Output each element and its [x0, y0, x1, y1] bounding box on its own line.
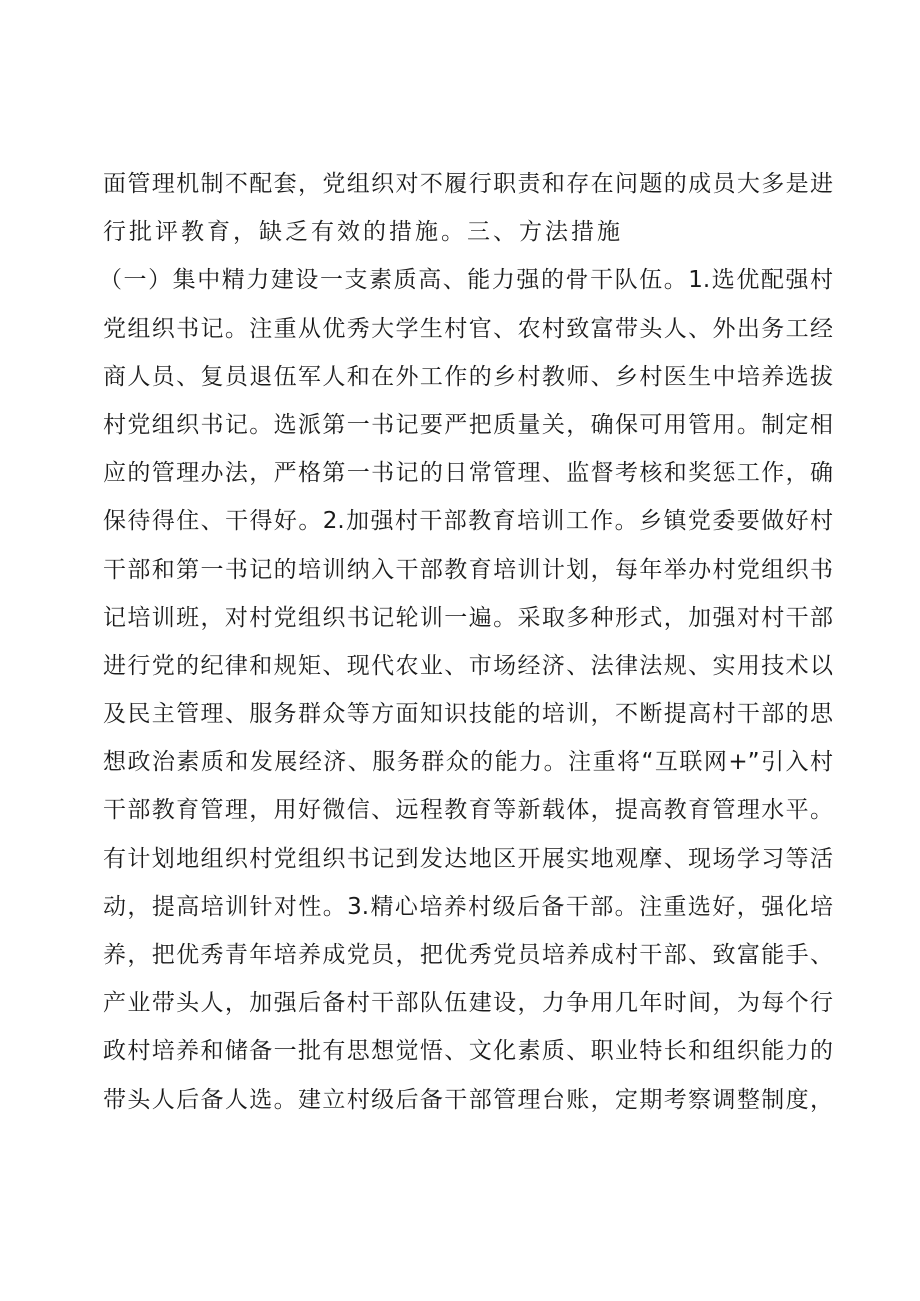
text-line: 行批评教育，缺乏有效的措施。三、方法措施 [103, 219, 623, 246]
text-line: 干部和第一书记的培训纳入干部教育培训计划，每年举办村党组织书 [103, 556, 833, 583]
text-line: 及民主管理、服务群众等方面知识技能的培训，不断提高村干部的思 [103, 701, 833, 728]
text-line: 想政治素质和发展经济、服务群众的能力。注重将“互联网+”引入村 [103, 749, 833, 776]
text-line: 党组织书记。注重从优秀大学生村官、农村致富带头人、外出务工经 [103, 315, 833, 342]
text-line: 村党组织书记。选派第一书记要严把质量关，确保可用管用。制定相 [103, 411, 833, 438]
text-line: 保待得住、干得好。2.加强村干部教育培训工作。乡镇党委要做好村 [103, 508, 833, 535]
text-line: 应的管理办法，严格第一书记的日常管理、监督考核和奖惩工作，确 [103, 460, 833, 487]
text-line: 养，把优秀青年培养成党员，把优秀党员培养成村干部、致富能手、 [103, 942, 833, 968]
text-line: 商人员、复员退伍军人和在外工作的乡村教师、乡村医生中培养选拔 [103, 363, 833, 390]
text-line: 面管理机制不配套，党组织对不履行职责和存在问题的成员大多是进 [103, 171, 833, 197]
body-text [99, 160, 833, 1124]
text-line: 干部教育管理，用好微信、远程教育等新载体，提高教育管理水平。 [103, 797, 833, 824]
text-line: 带头人后备人选。建立村级后备干部管理台账，定期考察调整制度， [103, 1086, 833, 1113]
text-line: 记培训班，对村党组织书记轮训一遍。采取多种形式，加强对村干部 [103, 604, 833, 631]
text-line: 有计划地组织村党组织书记到发达地区开展实地观摩、现场学习等活 [103, 845, 833, 872]
text-line: 动，提高培训针对性。3.精心培养村级后备干部。注重选好，强化培 [103, 893, 833, 920]
text-line: 产业带头人，加强后备村干部队伍建设，力争用几年时间，为每个行 [103, 990, 833, 1017]
text-line: 进行党的纪律和规矩、现代农业、市场经济、法律法规、实用技术以 [103, 652, 833, 679]
text-line: 政村培养和储备一批有思想觉悟、文化素质、职业特长和组织能力的 [103, 1038, 833, 1065]
text-line: （一）集中精力建设一支素质高、能力强的骨干队伍。1.选优配强村 [99, 267, 833, 294]
